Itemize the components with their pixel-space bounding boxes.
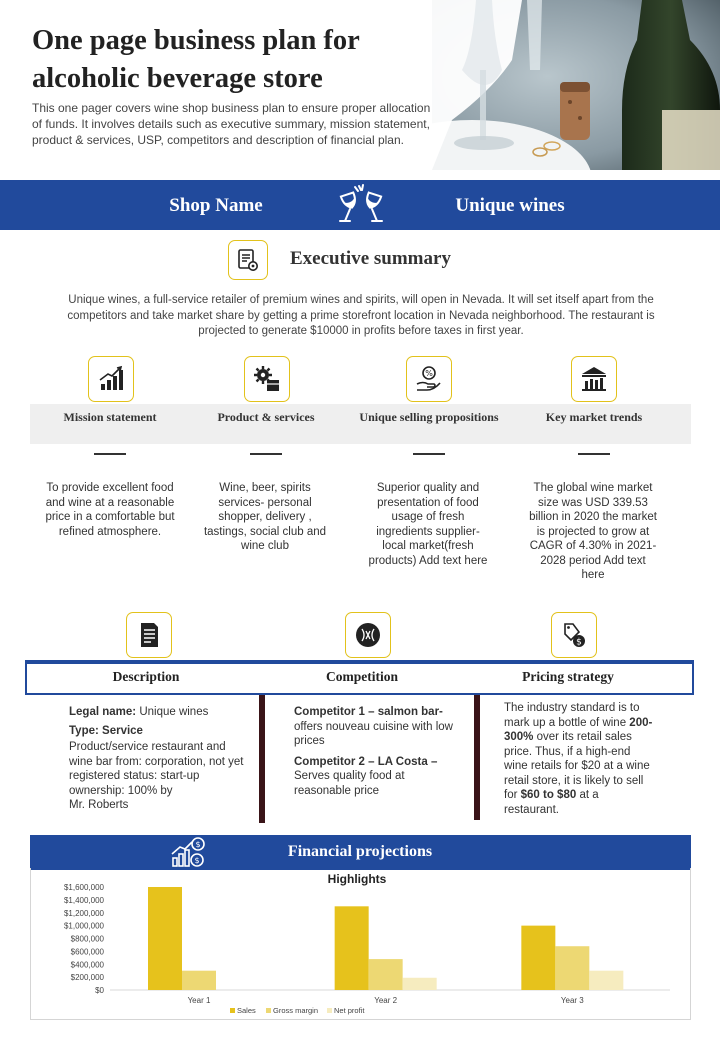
growth-chart-icon — [96, 364, 126, 394]
financial-growth-icon — [170, 836, 206, 869]
usp-divider — [413, 453, 445, 455]
pricing-text-3: at a restaurant. — [504, 789, 599, 816]
x-tick-label: Year 3 — [560, 996, 584, 1005]
competitor-2-text: Serves quality food at reasonable price — [294, 770, 405, 797]
y-tick-label: $1,600,000 — [63, 883, 104, 892]
market-trends-title: Key market trends — [545, 410, 643, 424]
legal-name-value: Unique wines — [139, 706, 209, 718]
competitor-1-label: Competitor 1 – salmon bar- — [294, 706, 443, 718]
bar-net-profit — [589, 971, 623, 990]
description-tab-title: Description — [112, 669, 180, 684]
legend-label: Net profit — [334, 1006, 365, 1015]
bar-net-profit — [403, 978, 437, 990]
y-tick-label: $200,000 — [70, 973, 104, 983]
pricing-range: $60 to $80 — [520, 789, 577, 801]
mission-title: Mission statement — [63, 410, 157, 424]
competition-icon-box — [345, 612, 391, 658]
y-tick-label: $400,000 — [70, 960, 104, 970]
report-gear-icon — [234, 246, 262, 274]
market-trend-icon — [579, 364, 609, 394]
column-divider-right — [474, 695, 480, 820]
mission-icon-box — [88, 356, 134, 402]
shop-name-value: Unique wines — [455, 195, 565, 216]
svg-text:$: $ — [194, 856, 200, 865]
trends-divider — [578, 453, 610, 455]
bar-gross-margin — [369, 959, 403, 990]
bar-sales — [335, 906, 369, 990]
competitor-1-text: offers nouveau cuisine with low prices — [294, 720, 453, 747]
usp-text: Superior quality and presentation of food usage of fresh ingredients supplier- local market(fresh products) Add text here — [368, 482, 488, 567]
y-tick-label: $1,400,000 — [63, 895, 104, 905]
pricing-markup: 200-300% — [504, 716, 653, 743]
competition-tab-title: Competition — [326, 669, 398, 684]
bar-gross-margin — [182, 971, 216, 990]
legend-swatch — [230, 1008, 235, 1013]
competitor-2-label: Competitor 2 – LA Costa – — [294, 755, 438, 768]
financial-chart — [30, 868, 691, 1020]
svg-text:$: $ — [195, 840, 201, 849]
svg-text:$: $ — [576, 637, 582, 648]
description-icon-box — [126, 612, 172, 658]
competition-icon — [353, 620, 383, 650]
mission-text: To provide excellent food and wine at a reasonable price in a comfortable but refined atmosphere. — [45, 482, 175, 538]
pricing-text-2: over its retail sales price. Thus, if a high-end wine retails for $20 at a wine retail store, it is likely to sell for — [504, 731, 650, 801]
column-divider-left — [259, 695, 265, 823]
price-tag-icon — [559, 620, 589, 650]
competition-column — [294, 705, 464, 800]
product-services-title: Product & services — [217, 410, 315, 424]
executive-summary-title: Executive summary — [290, 248, 451, 269]
y-tick-label: $1,000,000 — [63, 921, 104, 931]
bar-gross-margin — [555, 946, 589, 990]
type-label: Type: — [69, 724, 99, 737]
product-divider — [250, 453, 282, 455]
y-tick-label: $800,000 — [70, 934, 104, 944]
executive-summary-body: Unique wines, a full-service retailer of premium wines and spirits, will open in Nevada. It will set itself apart from the competitors and take market share by getting a prime storefront location in Nevada neighborhood. The restaurant is projected to generate $10000 in profits before taxes in first year. — [67, 294, 655, 337]
pricing-icon-box — [551, 612, 597, 658]
pricing-tab-title: Pricing strategy — [522, 669, 614, 684]
description-body: Product/service restaurant and wine bar from: corporation, not yet registered status: start-up ownership: 100% by — [69, 741, 244, 797]
trends-icon-box — [571, 356, 617, 402]
chart-title: Highlights — [327, 872, 387, 886]
legend-swatch — [266, 1008, 271, 1013]
hand-percent-icon — [414, 364, 444, 394]
document-icon — [134, 620, 164, 650]
executive-summary-icon-box — [228, 240, 268, 280]
legend-swatch — [327, 1008, 332, 1013]
pricing-column — [504, 701, 656, 819]
legal-name-label: Legal name: — [69, 706, 137, 718]
mission-divider — [94, 453, 126, 455]
usp-icon-box — [406, 356, 452, 402]
usp-title: Unique selling propositions — [359, 410, 499, 424]
intro-text: This one pager covers wine shop business plan to ensure proper allocation of funds. It involves details such as executive summary, mission statement, product & services, USP, competitors and description of financial plan. — [32, 101, 431, 148]
wine-glasses-icon — [336, 182, 386, 226]
description-column — [69, 705, 249, 815]
bar-sales — [148, 887, 182, 990]
shop-name-label: Shop Name — [169, 195, 263, 216]
y-tick-label: $600,000 — [70, 947, 104, 957]
y-tick-label: $0 — [95, 986, 104, 995]
market-trends-text: The global wine market size was USD 339.53 billion in 2020 the market is projected to grow at CAGR of 4.30% in 2021-2028 period Add text here — [529, 482, 657, 581]
gear-box-icon — [252, 364, 282, 394]
page-title: One page business plan for alcoholic beverage store — [32, 25, 360, 94]
pricing-text-1: The industry standard is to mark up a bottle of wine — [504, 702, 640, 729]
product-services-text: Wine, beer, spirits services- personal shopper, delivery , tastings, social club and wine club — [203, 482, 327, 552]
type-value: Service — [102, 724, 143, 737]
owner-name: Mr. Roberts — [69, 799, 129, 811]
svg-text:%: % — [425, 369, 433, 378]
legend-label: Gross margin — [273, 1006, 319, 1015]
x-tick-label: Year 1 — [187, 996, 211, 1005]
bar-sales — [521, 926, 555, 990]
x-tick-label: Year 2 — [374, 996, 398, 1005]
financial-projections-title: Financial projections — [287, 843, 433, 860]
header-photo — [432, 0, 720, 170]
y-tick-label: $1,200,000 — [63, 908, 104, 918]
legend-label: Sales — [237, 1006, 256, 1015]
product-icon-box — [244, 356, 290, 402]
